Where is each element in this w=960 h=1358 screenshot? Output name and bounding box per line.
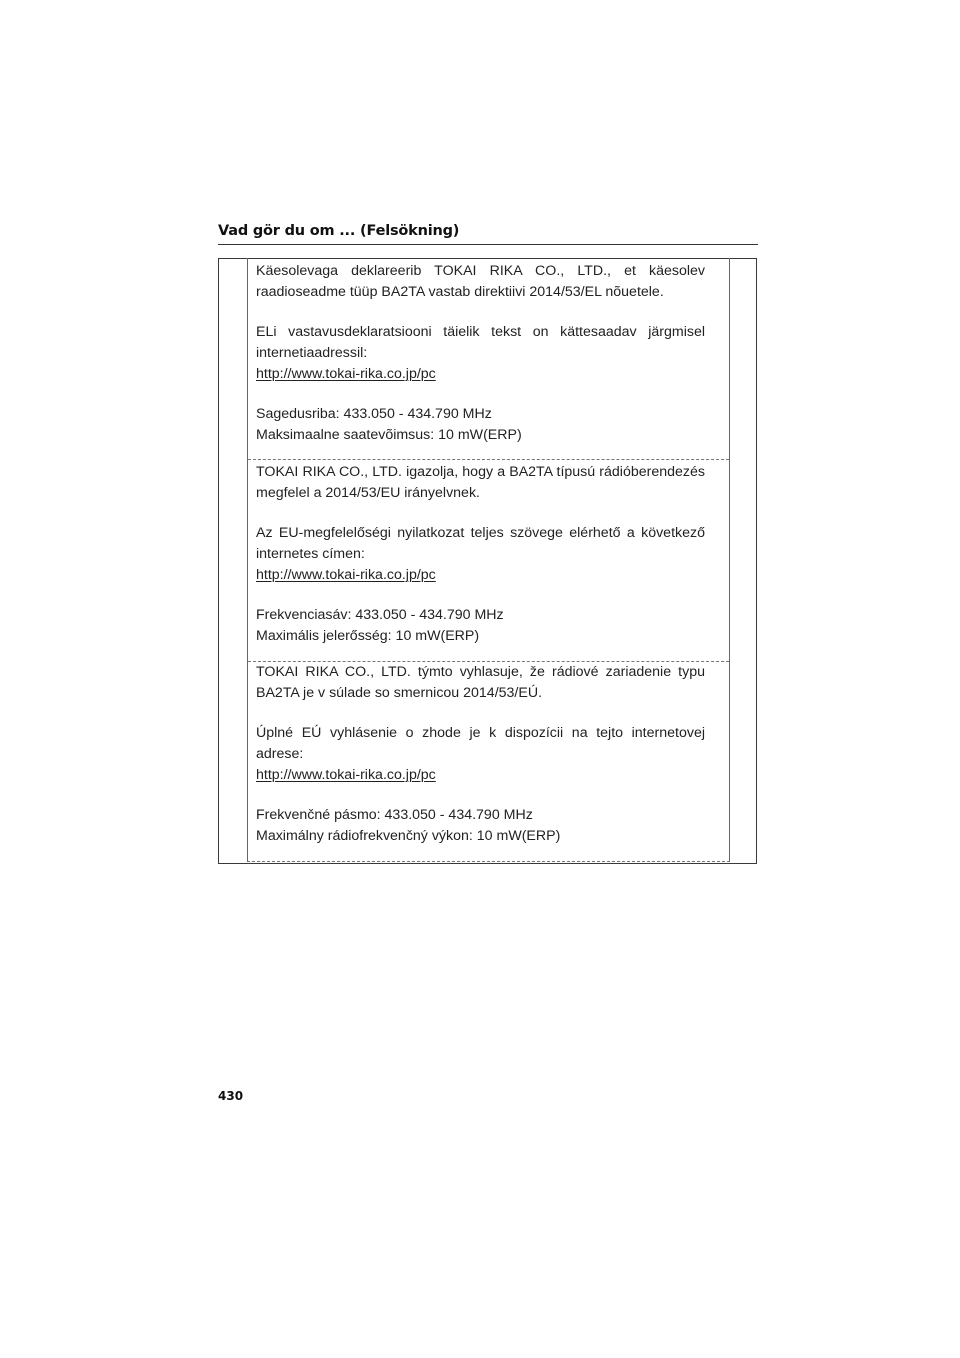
page-number: 430 (218, 1089, 244, 1103)
max-power: Maximálny rádiofrekvenčný výkon: 10 mW(ERP) (256, 828, 561, 844)
declaration-link[interactable]: http://www.tokai-rika.co.jp/pc (256, 567, 436, 583)
frequency-band: Sagedusriba: 433.050 - 434.790 MHz (256, 406, 492, 422)
declaration-intro: Az EU-megfelelőségi nyilatkozat teljes szövege elérhető a következő internetes címen: (256, 525, 705, 562)
frequency-band: Frekvenčné pásmo: 433.050 - 434.790 MHz (256, 807, 533, 823)
page-title: Vad gör du om ... (Felsökning) (218, 223, 460, 239)
frequency-band: Frekvenciasáv: 433.050 - 434.790 MHz (256, 607, 504, 623)
declaration-intro: ELi vastavusdeklaratsiooni täielik tekst on kättesaadav järgmisel internetiaadressil: (256, 324, 705, 361)
declaration-text: Käesolevaga deklareerib TOKAI RIKA CO., LTD., et käesolev raadioseadme tüüp BA2TA vastab direktiivi 2014/53/EL nõuetele. (256, 263, 705, 300)
declaration-link[interactable]: http://www.tokai-rika.co.jp/pc (256, 366, 436, 382)
declaration-link[interactable]: http://www.tokai-rika.co.jp/pc (256, 767, 436, 783)
declaration-text: TOKAI RIKA CO., LTD. igazolja, hogy a BA2TA típusú rádióberendezés megfelel a 2014/53/EU irányelvnek. (256, 464, 705, 501)
declaration-intro: Úplné EÚ vyhlásenie o zhode je k dispozícii na tejto internetovej adrese: (256, 725, 705, 762)
header-divider (218, 244, 758, 245)
max-power: Maximális jelerősség: 10 mW(ERP) (256, 628, 480, 644)
declaration-text: TOKAI RIKA CO., LTD. týmto vyhlasuje, že rádiové zariadenie typu BA2TA je v súlade so smernicou 2014/53/EÚ. (256, 664, 705, 701)
max-power: Maksimaalne saatevõimsus: 10 mW(ERP) (256, 427, 522, 443)
section-hungarian (248, 459, 729, 661)
section-estonian (248, 261, 729, 461)
declaration-table (247, 258, 730, 862)
section-slovak (248, 661, 729, 860)
